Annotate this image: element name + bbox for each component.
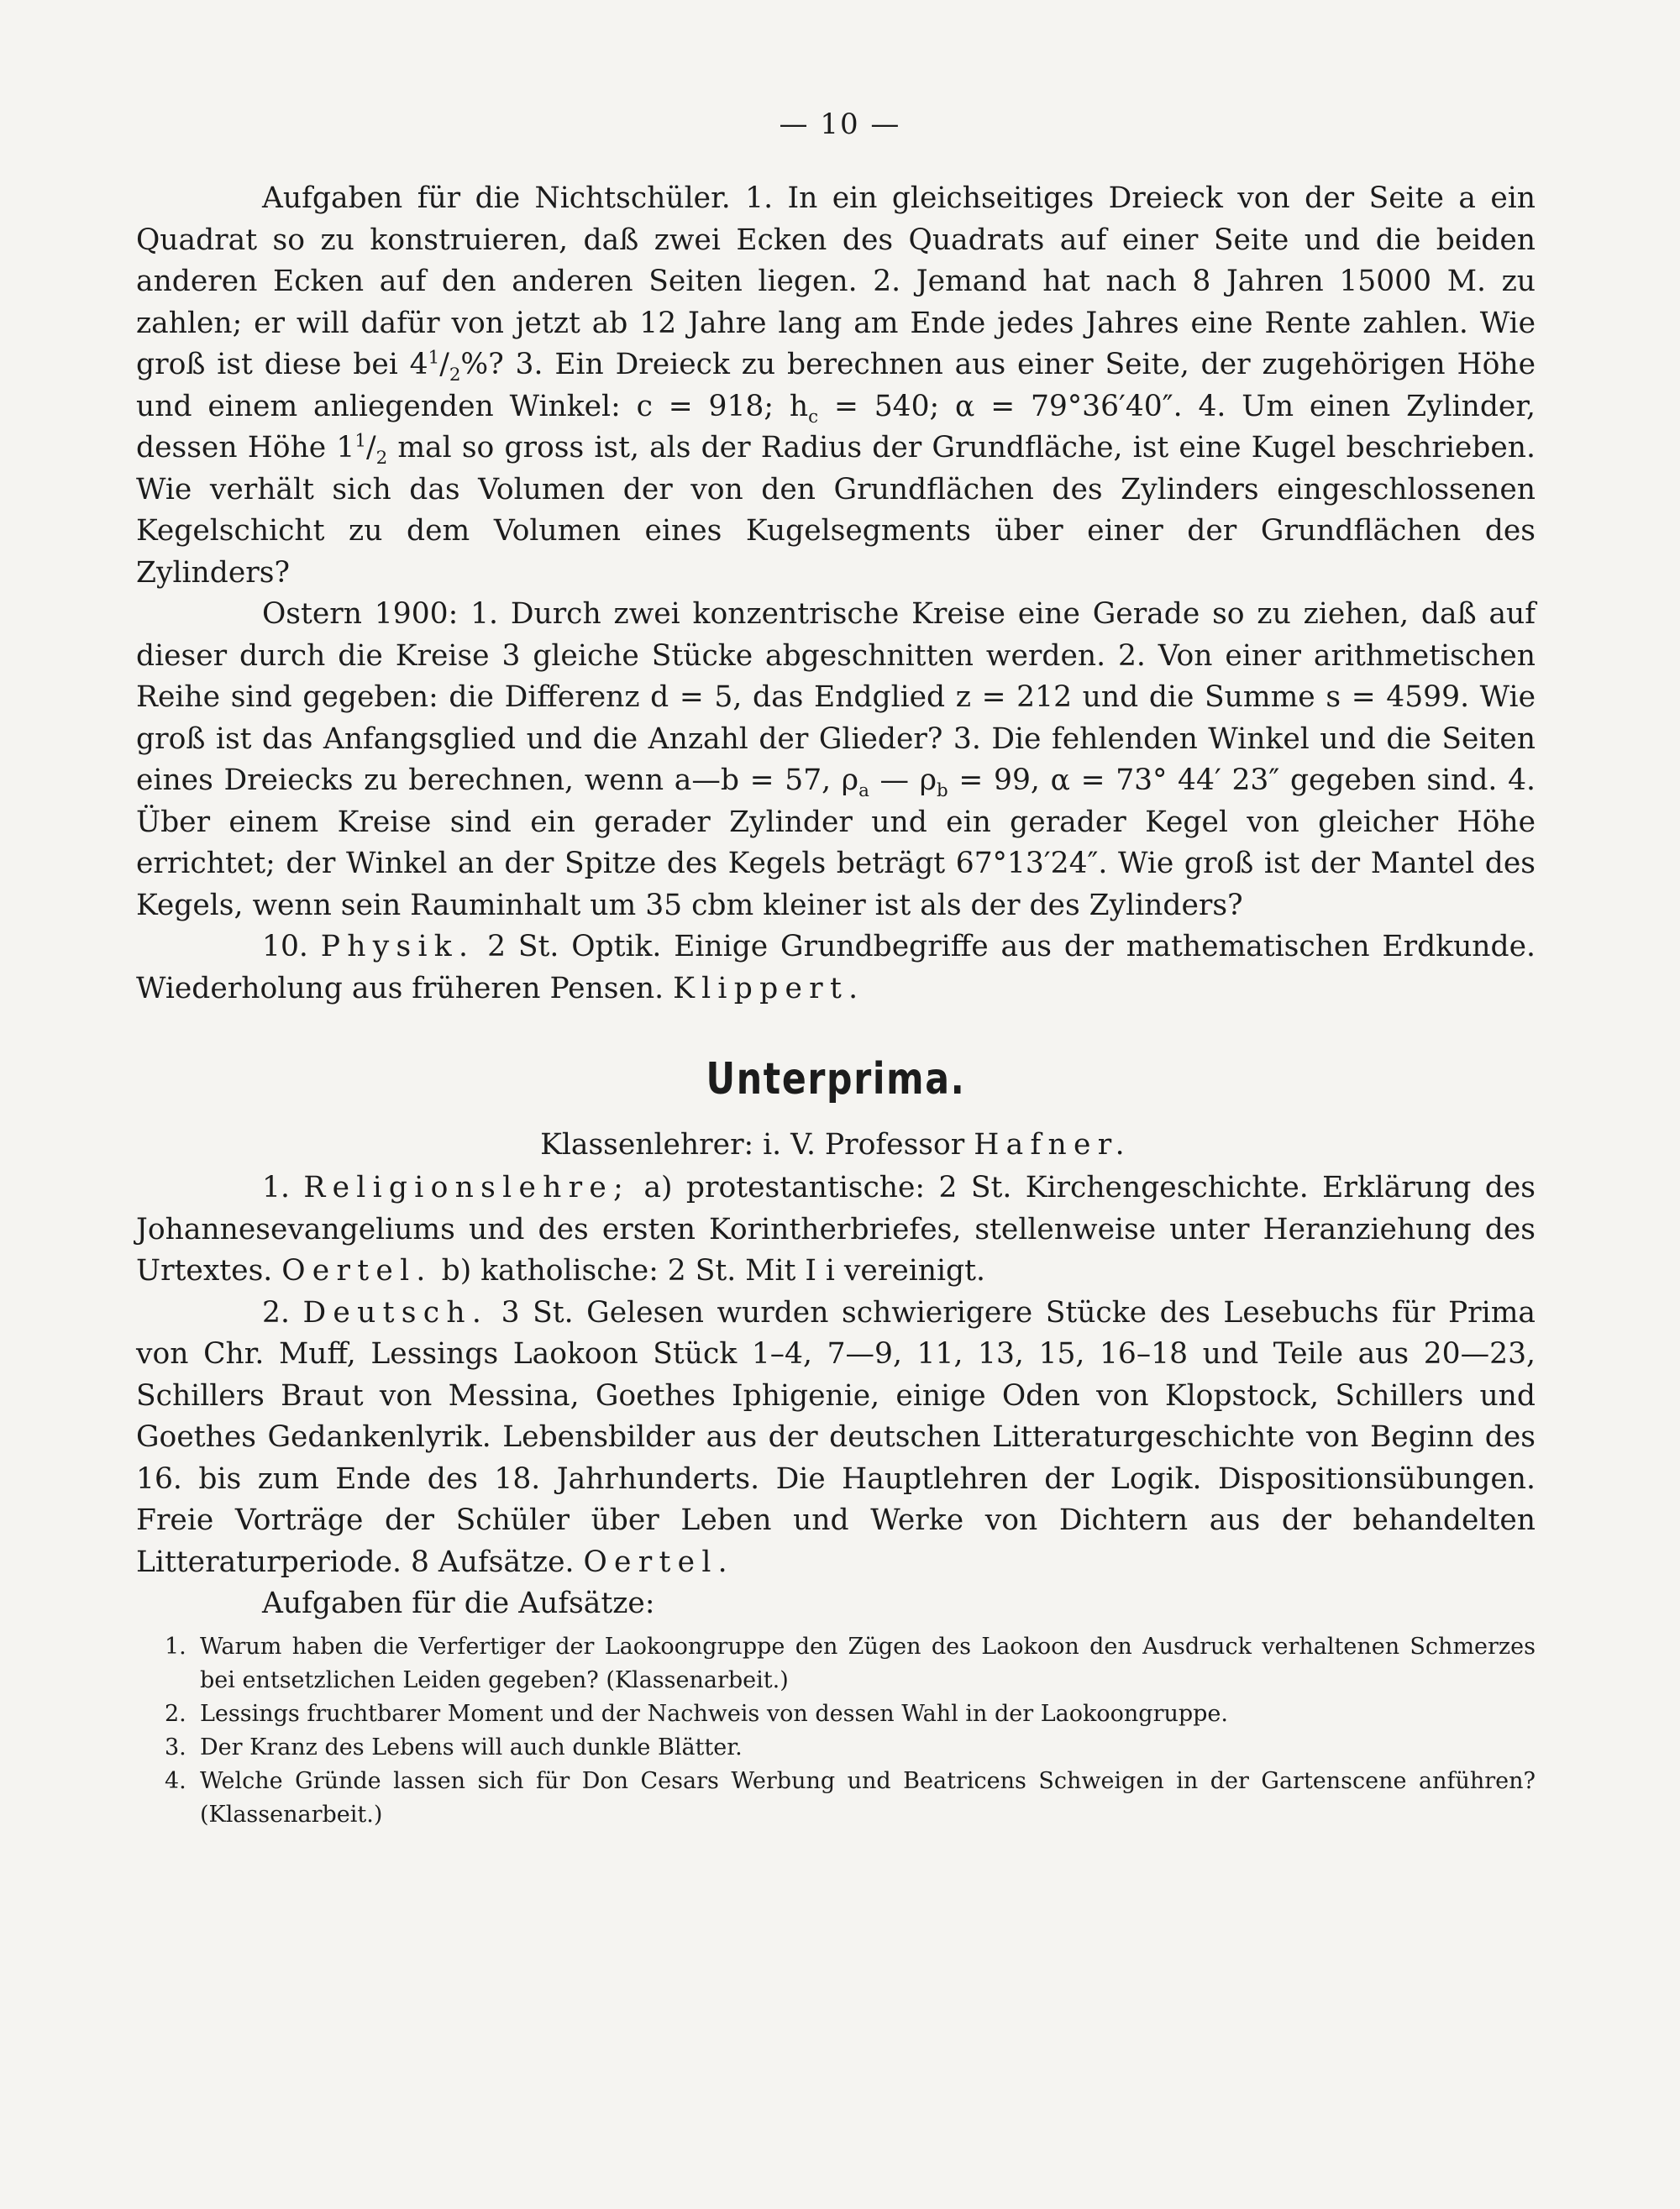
subject-deutsch: Deutsch. xyxy=(302,1295,489,1330)
paragraph-nichtschueler: Aufgaben für die Nichtschüler. 1. In ein gleichseitiges Dreieck von der Seite a ein Quadrat so zu konstruieren, daß zwei Ecken des Quadrats auf einer Seite und die beiden anderen Ecken auf den anderen Seiten liegen. 2. Jemand hat nach 8 Jahren 15000 M. zu zahlen; er will dafür von jetzt ab 12 Jahre lang am Ende jedes Jahres eine Rente zahlen. Wie groß ist diese bei $4^1/_2\%$? 3. Ein Dreieck zu berechnen aus einer Seite, der zugehörigen Höhe und einem anliegenden Winkel: c = 918; $h_c = 540$; α = 79°36′40″. 4. Um einen Zylinder, dessen Höhe $1^1/_2$ mal so gross ist, als der Radius der Grundfläche, ist eine Kugel beschrieben. Wie verhält sich das Volumen der von den Grundflächen des Zylinders eingeschlossenen Kegelschicht zu dem Volumen eines Kugelsegments über einer der Grundflächen des Zylinders? xyxy=(136,181,1536,590)
paragraph-religion: 1. Religionslehre; a) protestantische: 2 St. Kirchengeschichte. Erklärung des Johannesevangeliums und des ersten Korintherbriefes, stellenweise unter Heranziehung des Urtextes. Oertel. b) katholische: 2 St. Mit I i vereinigt. xyxy=(136,1171,1536,1288)
subject-religion: Religionslehre; xyxy=(303,1171,631,1204)
teacher-oertel: Oertel. xyxy=(583,1545,734,1579)
list-item: 4. Welche Gründe lassen sich für Don Cesars Werbung und Beatricens Schweigen in der Gartenscene anführen? (Klassenarbeit.) xyxy=(165,1767,1536,1828)
list-item: 2. Lessings fruchtbarer Moment und der Nachweis von dessen Wahl in der Laokoongruppe. xyxy=(165,1700,1228,1727)
aufsaetze-heading: Aufgaben für die Aufsätze: xyxy=(262,1587,655,1620)
teacher-oertel: Oertel. xyxy=(281,1254,433,1288)
teacher-klippert: Klippert. xyxy=(673,971,865,1005)
essay-topic-list xyxy=(136,1630,1536,1832)
klassenlehrer-name: Hafner. xyxy=(974,1128,1131,1162)
nichtschueler-lead: Aufgaben für die Nichtschüler. xyxy=(262,181,731,215)
paragraph-ostern: Ostern 1900: 1. Durch zwei konzentrische Kreise eine Gerade so zu ziehen, daß auf dieser durch die Kreise 3 gleiche Stücke abgeschnitten werden. 2. Von einer arithmetischen Reihe sind gegeben: die Differenz d = 5, das Endglied z = 212 und die Summe s = 4599. Wie groß ist das Anfangsglied und die Anzahl der Glieder? 3. Die fehlenden Winkel und die Seiten eines Dreiecks zu berechnen, wenn a—b = 57, $\rho_a$ — $\rho_b = 99$, α = 73° 44′ 23″ gegeben sind. 4. Über einem Kreise sind ein gerader Zylinder und ein gerader Kegel von gleicher Höhe errichtet; der Winkel an der Spitze des Kegels beträgt 67°13′24″. Wie groß ist der Mantel des Kegels, wenn sein Rauminhalt um 35 cbm kleiner ist als der des Zylinders? xyxy=(136,597,1536,922)
page-number: — 10 — xyxy=(779,108,901,141)
subject-physik: Physik. xyxy=(320,930,475,963)
klassenlehrer-line: Klassenlehrer: i. V. Professor Hafner. xyxy=(540,1128,1131,1162)
section-title: Unterprima. xyxy=(706,1054,966,1104)
list-item: 1. Warum haben die Verfertiger der Laokoongruppe den Zügen des Laokoon den Ausdruck verhaltenen Schmerzes bei entsetzlichen Leiden gegeben? (Klassenarbeit.) xyxy=(165,1633,1536,1693)
page-content xyxy=(136,178,1536,1832)
paragraph-deutsch: 2. Deutsch. 3 St. Gelesen wurden schwierigere Stücke des Lesebuchs für Prima von Chr. Muff, Lessings Laokoon Stück 1–4, 7—9, 11, 13, 15, 16–18 und Teile aus 20—23, Schillers Braut von Messina, Goethes Iphigenie, einige Oden von Klopstock, Schillers und Goethes Gedankenlyrik. Lebensbilder aus der deutschen Litteraturgeschichte von Beginn des 16. bis zum Ende des 18. Jahrhunderts. Die Hauptlehren der Logik. Dispositionsübungen. Freie Vorträge der Schüler über Leben und Werke von Dichtern aus der behandelten Litteraturperiode. 8 Aufsätze. Oertel. xyxy=(136,1295,1536,1579)
list-item: 3. Der Kranz des Lebens will auch dunkle Blätter. xyxy=(165,1734,743,1760)
paragraph-physik: 10. Physik. 2 St. Optik. Einige Grundbegriffe aus der mathematischen Erdkunde. Wiederholung aus früheren Pensen. Klippert. xyxy=(136,930,1536,1005)
